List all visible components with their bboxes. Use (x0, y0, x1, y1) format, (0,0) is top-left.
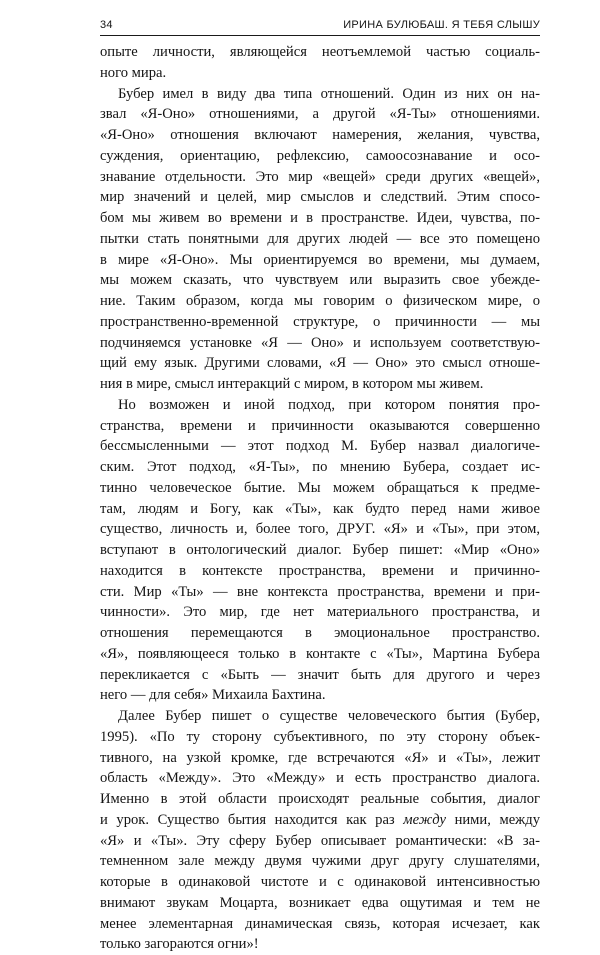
running-header (100, 19, 540, 33)
paragraph-2-line: звал «Я-Оно» отношениями, а другой «Я-Ты» отношениями. (100, 106, 540, 123)
paragraph-4-line: 1995). «По ту сторону субъективного, по эту сторону объек- (100, 728, 540, 745)
paragraph-3-line: «Я», появляющееся только в контакте с «Ты», Мартина Бубера (100, 645, 540, 662)
paragraph-3-line: перекликается с «Быть — значит быть для другого и через (100, 666, 540, 683)
paragraph-2-line: бом мы живем во времени и в пространстве. Идеи, чувства, по- (100, 210, 540, 226)
paragraph-2-line: мы можем сказать, что чувствуем или выразить свое убежде- (100, 272, 540, 289)
paragraph-4-line: «Я» и «Ты». Эту сферу Бубер описывает романтически: «В за- (100, 832, 540, 849)
paragraph-3-line: тинно человеческое бытие. Мы можем обращаться к предме- (100, 479, 540, 496)
paragraph-4-line: тивного, на узкой кромке, где встречаются «Я» и «Ты», лежит (100, 749, 540, 766)
paragraph-4-line: менее элементарная динамическая связь, которая исчезает, как (100, 915, 540, 932)
paragraph-1-line: опыте личности, являющейся неотъемлемой частью социаль- (100, 44, 540, 60)
paragraph-4-line: только загораются огни»! (100, 936, 259, 953)
paragraph-4-line: темненном зале между двумя чужими друг другу слушателями, (100, 853, 540, 870)
paragraph-2-line: ния в мире, смысл интеракций с миром, в котором мы живем. (100, 376, 484, 392)
body-text (100, 42, 540, 955)
paragraph-2-line: ние. Таким образом, когда мы говорим о физическом мире, о (100, 293, 540, 309)
paragraph-3-line: существо, личность и, более того, ДРУГ. «Я» и «Ты», при этом, (100, 521, 540, 538)
paragraph-4-line: и урок. Существо бытия находится как раз между ними, между (100, 811, 540, 828)
paragraph-3-line: там, людям и Богу, как «Ты», как будто перед нами живое (100, 500, 540, 517)
book-title: ИРИНА БУЛЮБАШ. Я ТЕБЯ СЛЫШУ (343, 19, 540, 31)
paragraph-2-line: мир значений и целей, мир смыслов и следствий. Этим спосо- (100, 189, 540, 206)
paragraph-3-line: Но возможен и иной подход, при котором понятия про- (118, 396, 540, 413)
paragraph-3-line: бессмысленными — этот подход М. Бубер назвал диалогиче- (100, 438, 540, 455)
paragraph-2-line: знавание отдельности. Это мир «вещей» среди других «вещей», (100, 168, 540, 185)
paragraph-2-line: щий ему язык. Другими словами, «Я — Оно» это смысл отноше- (100, 355, 540, 372)
emphasis: между (403, 811, 446, 828)
paragraph-2-line: суждения, ориентацию, рефлексию, самоосознавание и осо- (100, 147, 540, 164)
header-rule (100, 35, 540, 36)
paragraph-2-line: подчиняемся установке «Я — Оно» и используем соответствую- (100, 334, 540, 351)
paragraph-3-line: находится в контексте пространства, времени и причинно- (100, 562, 540, 579)
paragraph-1-line: ного мира. (100, 64, 167, 81)
paragraph-2-line: пространственно-временной структуре, о причинности — мы (100, 313, 540, 330)
paragraph-3-line: вступают в онтологический диалог. Бубер пишет: «Мир «Оно» (100, 542, 540, 558)
paragraph-2-line: «Я-Оно» отношения включают намерения, желания, чувства, (100, 127, 540, 143)
paragraph-3-line: ским. Этот подход, «Я-Ты», по мнению Бубера, создает ис- (100, 459, 540, 475)
paragraph-3-line: отношения перемещаются в эмоциональное пространство. (100, 625, 540, 641)
paragraph-3-line: странства, времени и причинности оказываются совершенно (100, 417, 540, 434)
paragraph-4-line: внимают звукам Моцарта, возникает едва ощутимая и тем не (100, 894, 540, 911)
paragraph-2-line: Бубер имел в виду два типа отношений. Один из них он на- (118, 85, 540, 102)
paragraph-3-line: него — для себя» Михаила Бахтина. (100, 687, 326, 704)
paragraph-4-line: Далее Бубер пишет о существе человеческого бытия (Бубер, (118, 708, 540, 724)
paragraph-2-line: пытки стать понятными для других людей — все это помещено (100, 230, 540, 247)
page-number: 34 (100, 19, 113, 31)
paragraph-4-line: область «Между». Это «Между» и есть пространство диалога. (100, 770, 540, 787)
paragraph-2-line: в мире «Я-Оно». Мы ориентируемся во времени, мы думаем, (100, 251, 540, 268)
paragraph-3-line: чинности». Это мир, где нет материального пространства, и (100, 604, 540, 621)
paragraph-3-line: сти. Мир «Ты» — вне контекста пространства, времени и при- (100, 583, 540, 600)
paragraph-4-line: Именно в этой области происходят реальные события, диалог (100, 791, 540, 807)
paragraph-4-line: которые в одинаковой чистоте и с одинаковой интенсивностью (100, 874, 540, 890)
